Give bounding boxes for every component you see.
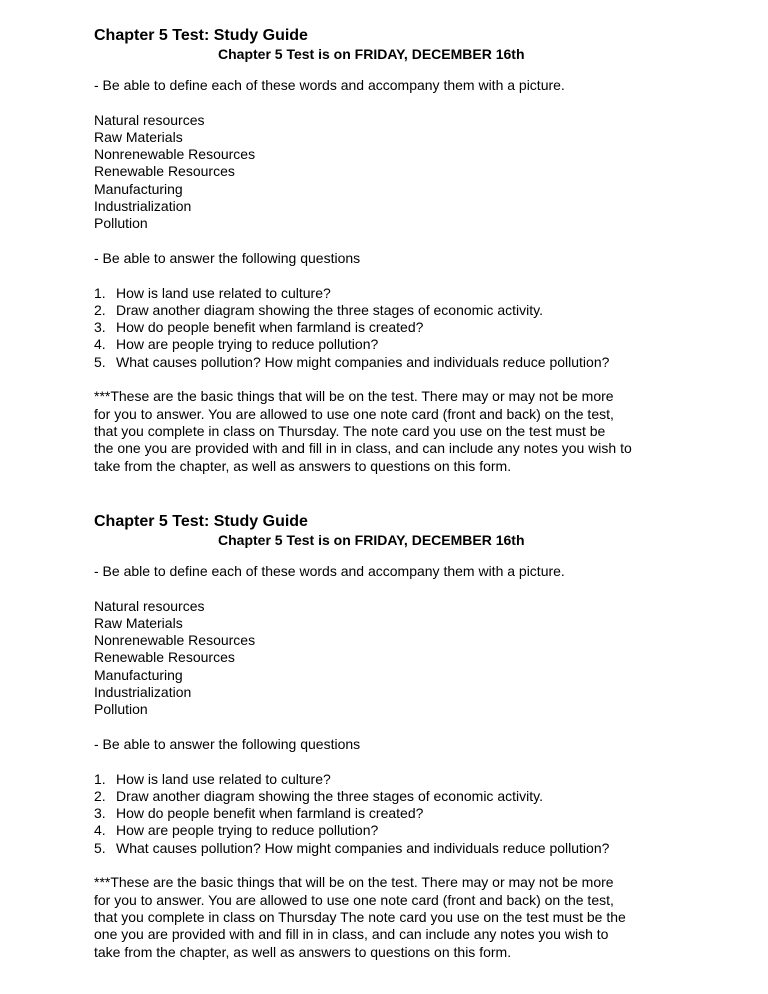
note-line: ***These are the basic things that will be on the test. There may or may not be more	[94, 874, 614, 891]
question-item	[94, 302, 694, 319]
vocabulary-word: Manufacturing	[94, 666, 183, 683]
question-text: Draw another diagram showing the three stages of economic activity.	[116, 787, 543, 804]
question-text: How are people trying to reduce pollution?	[116, 822, 379, 839]
question-item	[94, 336, 694, 353]
note-line: that you complete in class on Thursday. The note card you use on the test must be	[94, 422, 606, 439]
vocabulary-list	[94, 598, 694, 719]
note-line: the one you are provided with and fill in in class, and can include any notes you wish to	[94, 440, 632, 457]
study-guide-section	[94, 26, 694, 475]
questions-instruction: - Be able to answer the following questions	[94, 249, 361, 266]
question-text: How do people benefit when farmland is created?	[116, 319, 424, 336]
question-item	[94, 822, 694, 839]
question-text: How is land use related to culture?	[116, 284, 331, 301]
vocabulary-word: Renewable Resources	[94, 163, 235, 180]
question-number: 1.	[94, 284, 106, 301]
question-item	[94, 840, 694, 857]
question-text: What causes pollution? How might companies and individuals reduce pollution?	[116, 839, 610, 856]
define-instruction: - Be able to define each of these words and accompany them with a picture.	[94, 563, 565, 579]
vocabulary-word: Natural resources	[94, 597, 205, 614]
note-line: take from the chapter, as well as answers to questions on this form.	[94, 943, 512, 960]
question-item	[94, 805, 694, 822]
guide-title: Chapter 5 Test: Study Guide	[94, 27, 308, 44]
test-date-subtitle: Chapter 5 Test is on FRIDAY, DECEMBER 16th	[218, 46, 525, 62]
vocabulary-word: Raw Materials	[94, 128, 183, 145]
question-number: 4.	[94, 336, 106, 353]
questions-instruction: - Be able to answer the following questions	[94, 735, 361, 752]
define-instruction: - Be able to define each of these words and accompany them with a picture.	[94, 77, 565, 93]
question-item	[94, 354, 694, 371]
question-text: How do people benefit when farmland is created?	[116, 805, 424, 822]
study-guide-section	[94, 512, 694, 961]
note-line: for you to answer. You are allowed to use one note card (front and back) on the test,	[94, 405, 614, 422]
question-item	[94, 788, 694, 805]
note-line: for you to answer. You are allowed to use one note card (front and back) on the test,	[94, 891, 614, 908]
question-text: Draw another diagram showing the three stages of economic activity.	[116, 301, 543, 318]
vocabulary-word: Industrialization	[94, 198, 192, 215]
question-item	[94, 319, 694, 336]
test-note	[94, 388, 694, 474]
vocabulary-word: Manufacturing	[94, 180, 183, 197]
question-number: 3.	[94, 805, 106, 822]
question-number: 2.	[94, 301, 106, 318]
note-line: that you complete in class on Thursday The note card you use on the test must be the	[94, 908, 626, 925]
question-number: 1.	[94, 770, 106, 787]
vocabulary-word: Natural resources	[94, 111, 205, 128]
question-text: What causes pollution? How might companies and individuals reduce pollution?	[116, 353, 610, 370]
vocabulary-list	[94, 112, 694, 233]
note-line: take from the chapter, as well as answers to questions on this form.	[94, 457, 512, 474]
question-number: 5.	[94, 839, 106, 856]
question-number: 4.	[94, 822, 106, 839]
vocabulary-word: Raw Materials	[94, 614, 183, 631]
questions-list	[94, 285, 694, 371]
note-line: ***These are the basic things that will be on the test. There may or may not be more	[94, 388, 614, 405]
question-number: 5.	[94, 353, 106, 370]
question-text: How are people trying to reduce pollution?	[116, 336, 379, 353]
vocabulary-word: Renewable Resources	[94, 649, 235, 666]
vocabulary-word: Pollution	[94, 701, 148, 718]
test-note	[94, 874, 694, 960]
question-text: How is land use related to culture?	[116, 770, 331, 787]
guide-title: Chapter 5 Test: Study Guide	[94, 513, 308, 530]
vocabulary-word: Pollution	[94, 215, 148, 232]
question-number: 3.	[94, 319, 106, 336]
question-number: 2.	[94, 787, 106, 804]
question-item	[94, 285, 694, 302]
questions-list	[94, 771, 694, 857]
vocabulary-word: Industrialization	[94, 684, 192, 701]
question-item	[94, 771, 694, 788]
test-date-subtitle: Chapter 5 Test is on FRIDAY, DECEMBER 16th	[218, 532, 525, 548]
vocabulary-word: Nonrenewable Resources	[94, 146, 256, 163]
note-line: one you are provided with and fill in in class, and can include any notes you wish to	[94, 926, 609, 943]
vocabulary-word: Nonrenewable Resources	[94, 632, 256, 649]
